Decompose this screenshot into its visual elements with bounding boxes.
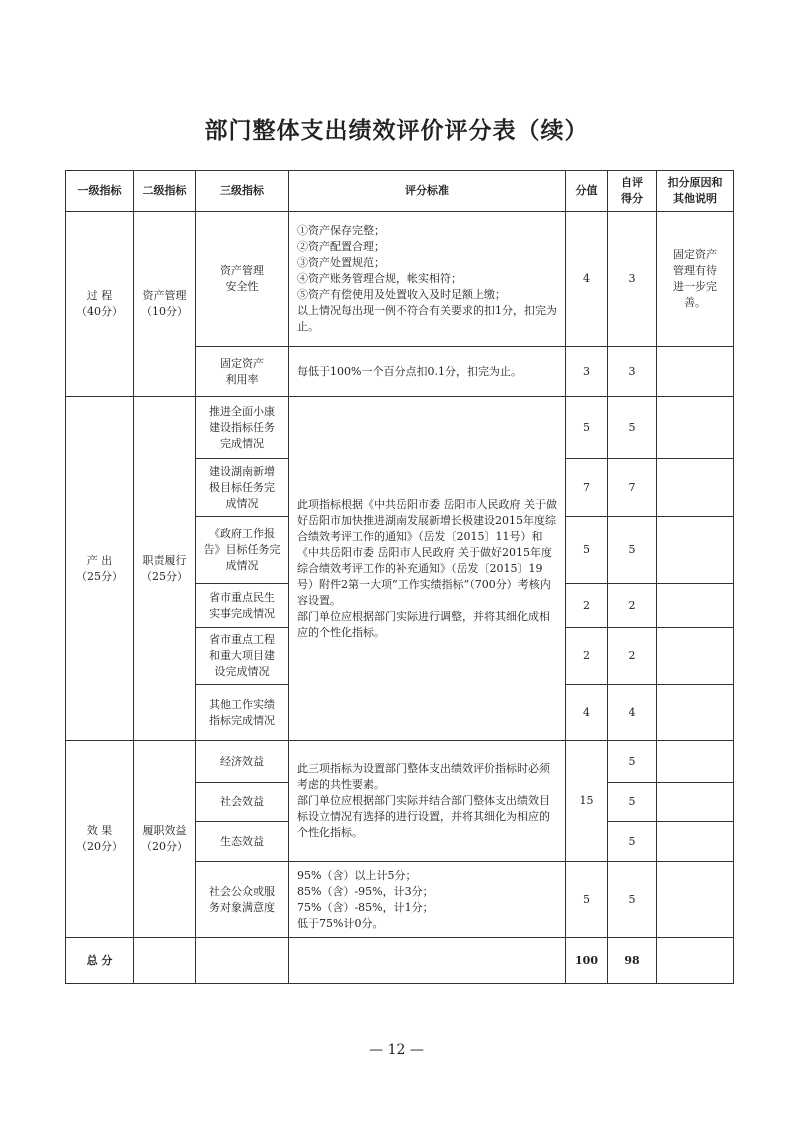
note-cell (657, 517, 734, 584)
self-score-cell: 5 (608, 741, 657, 783)
score-cell: 4 (566, 685, 608, 741)
empty-cell (657, 938, 734, 984)
total-row (66, 938, 734, 984)
header-level1: 一级指标 (66, 171, 134, 212)
note-cell (657, 741, 734, 783)
self-score-cell: 7 (608, 459, 657, 517)
self-score-cell: 5 (608, 397, 657, 459)
note-cell (657, 347, 734, 397)
level3-cell: 经济效益 (196, 741, 289, 783)
standard-cell: 此项指标根据《中共岳阳市委 岳阳市人民政府 关于做好岳阳市加快推进湖南发展新增长极建设2015年度综合绩效考评工作的通知》（岳发〔2015〕11号）和《中共岳阳市委 岳阳市人民政府 关于做好2015年度综合绩效考评工作的补充通知》（岳发〔2015〕19号）附件2第一大项“工作实绩指标”（700分）考核内容设置。 部门单位应根据部门实际进行调整，并将其细化成相应的个性化指标。 (289, 397, 566, 741)
score-cell: 5 (566, 862, 608, 938)
self-score-cell: 4 (608, 685, 657, 741)
level3-cell: 资产管理 安全性 (196, 212, 289, 347)
empty-cell (134, 938, 196, 984)
self-score-cell: 5 (608, 822, 657, 862)
page-number: — 12 — (369, 1042, 424, 1058)
table-header (66, 171, 734, 212)
score-cell: 7 (566, 459, 608, 517)
level3-cell: 生态效益 (196, 822, 289, 862)
level3-cell: 建设湖南新增 极目标任务完 成情况 (196, 459, 289, 517)
level3-cell: 社会效益 (196, 783, 289, 822)
empty-cell (289, 938, 566, 984)
standard-cell: 95%（含）以上计5分； 85%（含）-95%，计3分； 75%（含）-85%，计1分； 低于75%计0分。 (289, 862, 566, 938)
table-row (66, 741, 734, 783)
page-title: 部门整体支出绩效评价评分表（续） (204, 118, 589, 144)
score-cell: 5 (566, 517, 608, 584)
note-cell (657, 862, 734, 938)
score-cell: 4 (566, 212, 608, 347)
level2-cell: 履职效益 （20分） (134, 741, 196, 938)
header-level2: 二级指标 (134, 171, 196, 212)
score-cell: 2 (566, 584, 608, 628)
note-cell (657, 584, 734, 628)
standard-cell: 此三项指标为设置部门整体支出绩效评价指标时必须考虑的共性要素。 部门单位应根据部门实际并结合部门整体支出绩效目标设立情况有选择的进行设置，并将其细化为相应的个性化指标。 (289, 741, 566, 862)
level3-cell: 推进全面小康 建设指标任务 完成情况 (196, 397, 289, 459)
standard-cell: ①资产保存完整； ②资产配置合理； ③资产处置规范； ④资产账务管理合规，帐实相符； ⑤资产有偿使用及处置收入及时足额上缴； 以上情况每出现一例不符合有关要求的扣1分，扣完为止。 (289, 212, 566, 347)
total-self-score: 98 (608, 938, 657, 984)
self-score-cell: 5 (608, 783, 657, 822)
self-score-cell: 2 (608, 628, 657, 685)
score-cell: 5 (566, 397, 608, 459)
note-cell: 固定资产 管理有待 进一步完 善。 (657, 212, 734, 347)
self-score-cell: 3 (608, 347, 657, 397)
level1-cell: 过 程 （40分） (66, 212, 134, 397)
header-score: 分值 (566, 171, 608, 212)
empty-cell (196, 938, 289, 984)
level1-cell: 效 果 （20分） (66, 741, 134, 938)
header-self-score: 自评 得分 (608, 171, 657, 212)
self-score-cell: 5 (608, 862, 657, 938)
self-score-cell: 5 (608, 517, 657, 584)
header-standard: 评分标准 (289, 171, 566, 212)
total-label: 总 分 (66, 938, 134, 984)
self-score-cell: 2 (608, 584, 657, 628)
score-cell: 15 (566, 741, 608, 862)
score-cell: 3 (566, 347, 608, 397)
level2-cell: 资产管理 （10分） (134, 212, 196, 397)
note-cell (657, 822, 734, 862)
level3-cell: 《政府工作报 告》目标任务完 成情况 (196, 517, 289, 584)
level3-cell: 省市重点民生 实事完成情况 (196, 584, 289, 628)
note-cell (657, 685, 734, 741)
self-score-cell: 3 (608, 212, 657, 347)
score-table (65, 170, 734, 984)
table-row (66, 397, 734, 459)
header-note: 扣分原因和 其他说明 (657, 171, 734, 212)
note-cell (657, 397, 734, 459)
level1-cell: 产 出 （25分） (66, 397, 134, 741)
level3-cell: 其他工作实绩 指标完成情况 (196, 685, 289, 741)
level2-cell: 职责履行 （25分） (134, 397, 196, 741)
total-score: 100 (566, 938, 608, 984)
note-cell (657, 459, 734, 517)
table-row (66, 212, 734, 347)
note-cell (657, 783, 734, 822)
standard-cell: 每低于100%一个百分点扣0.1分，扣完为止。 (289, 347, 566, 397)
level3-cell: 社会公众或服 务对象满意度 (196, 862, 289, 938)
level3-cell: 省市重点工程 和重大项目建 设完成情况 (196, 628, 289, 685)
score-cell: 2 (566, 628, 608, 685)
header-level3: 三级指标 (196, 171, 289, 212)
note-cell (657, 628, 734, 685)
level3-cell: 固定资产 利用率 (196, 347, 289, 397)
